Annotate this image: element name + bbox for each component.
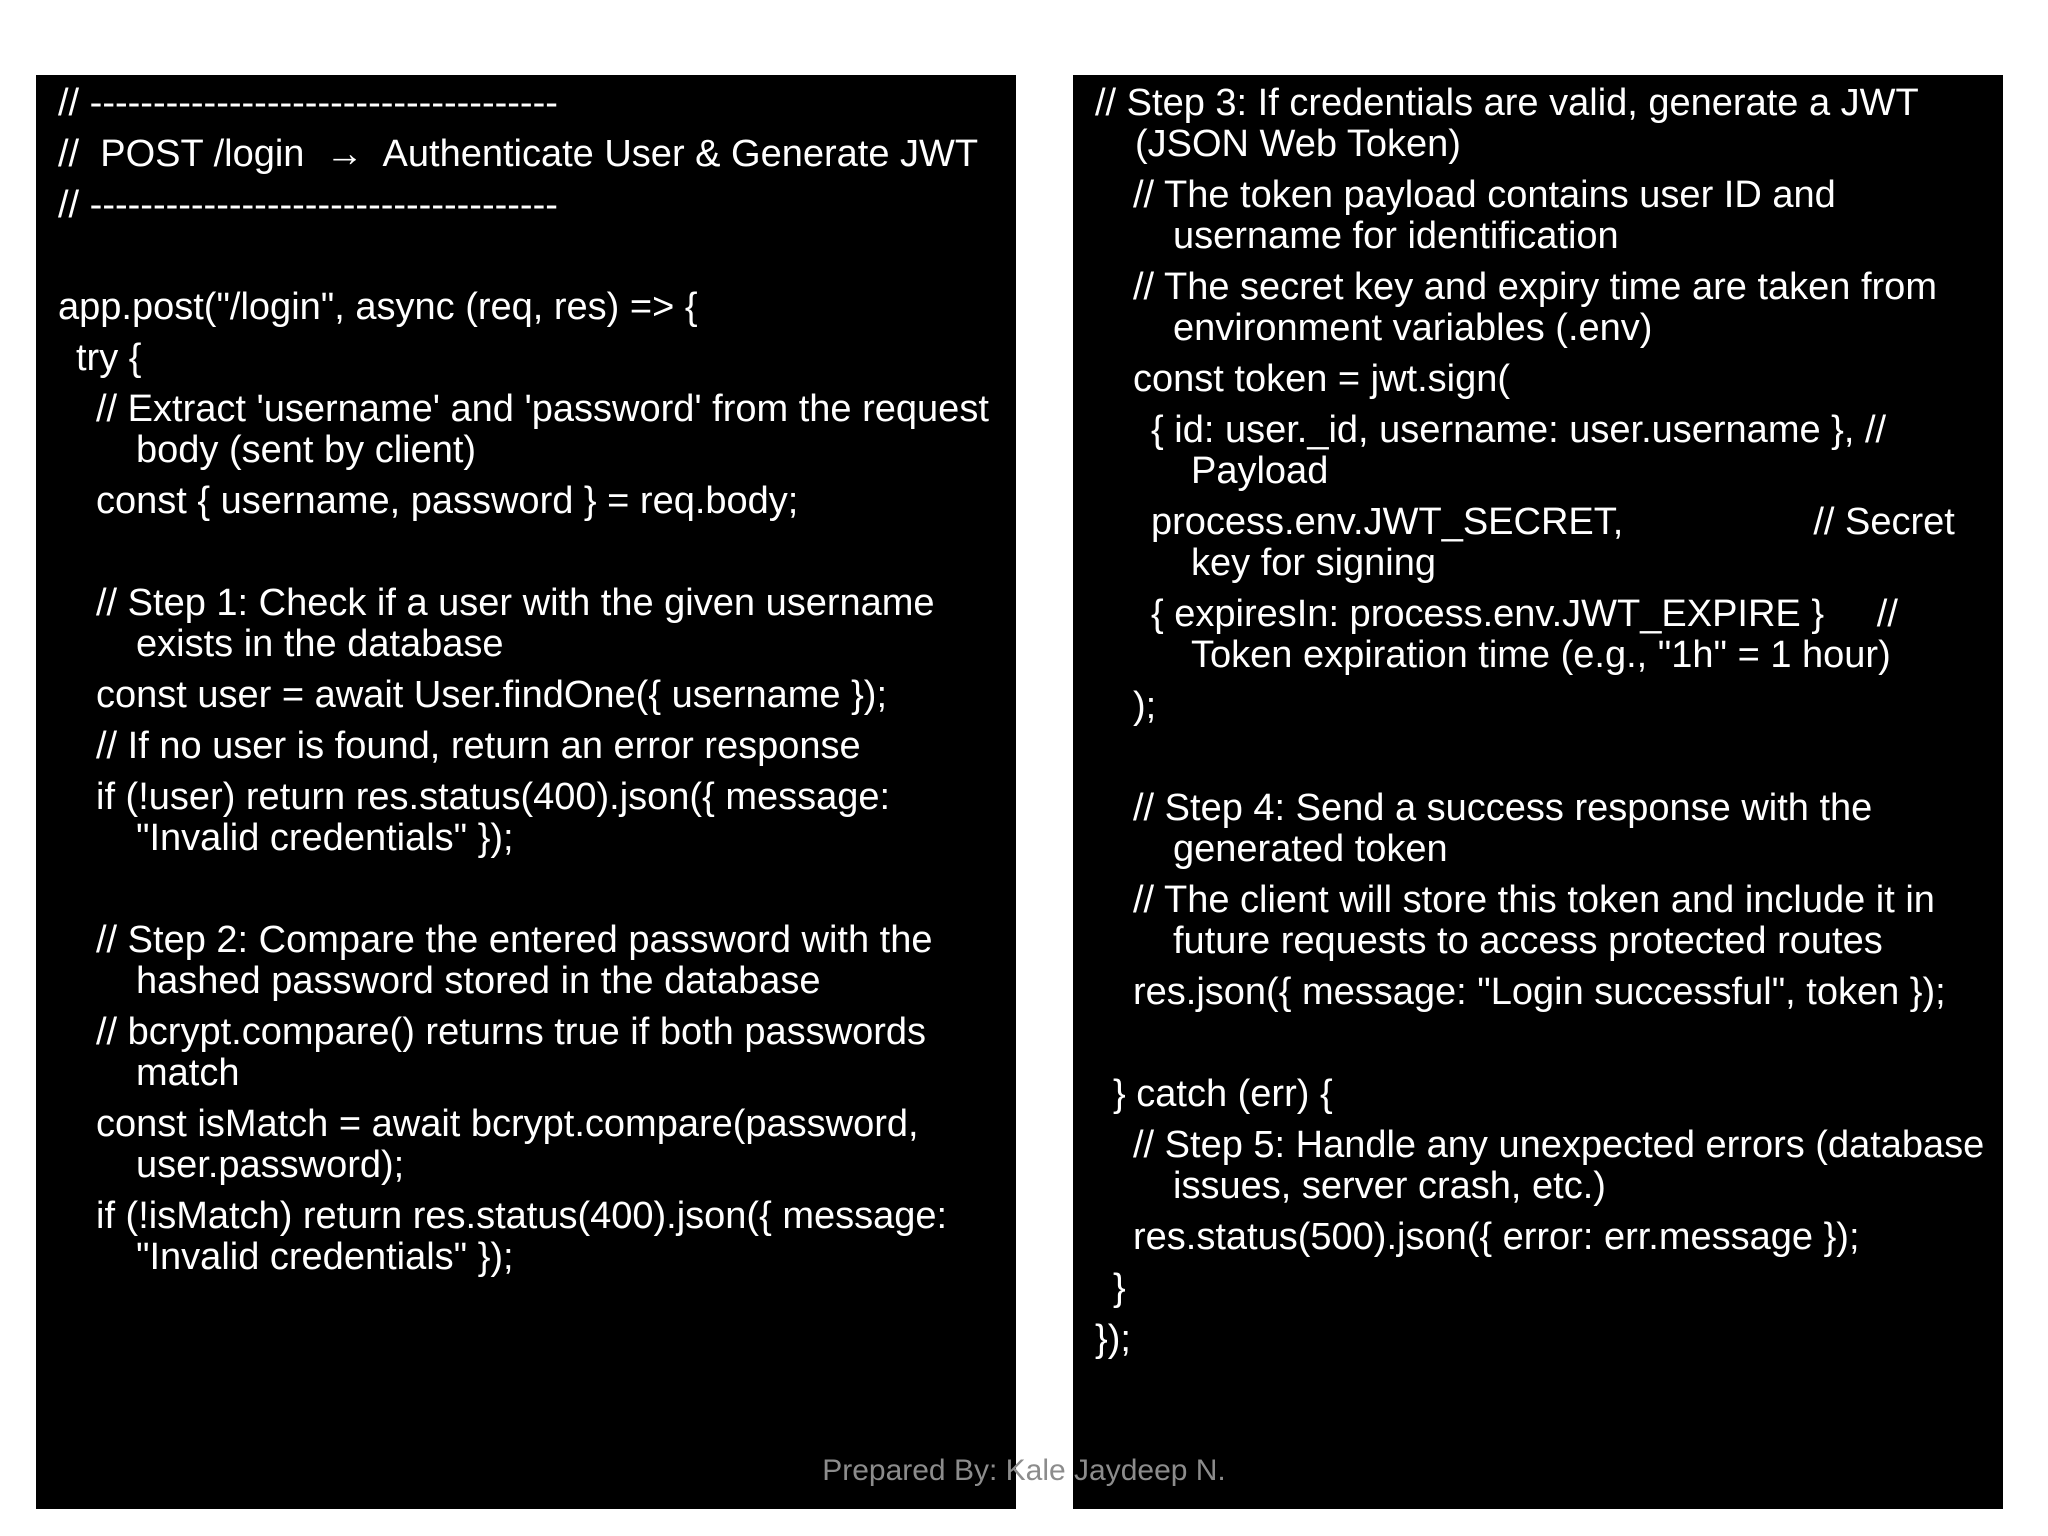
code-line: if (!isMatch) return res.status(400).json({ message: "Invalid credentials" }); <box>96 1195 958 1278</box>
code-line: res.status(500).json({ error: err.message }); <box>1133 1216 1860 1258</box>
code-line: } <box>1113 1267 1126 1309</box>
code-line: process.env.JWT_SECRET, // Secret key for signing <box>1151 501 1966 584</box>
code-line <box>58 532 1016 573</box>
code-line: }); <box>1095 1318 1131 1360</box>
code-line: const token = jwt.sign( <box>1133 358 1511 400</box>
code-line: } catch (err) { <box>1113 1073 1333 1115</box>
code-line: // Step 1: Check if a user with the given username exists in the database <box>96 582 946 665</box>
code-line: try { <box>76 337 142 379</box>
code-line: // ------------------------------------- <box>58 82 558 124</box>
code-block-left <box>58 83 1016 1278</box>
code-line: const isMatch = await bcrypt.compare(password, user.password); <box>96 1103 930 1186</box>
code-line: // Step 4: Send a success response with the generated token <box>1133 787 1883 870</box>
code-line: // If no user is found, return an error response <box>96 725 861 767</box>
code-line: app.post("/login", async (req, res) => { <box>58 286 698 328</box>
code-line: // The token payload contains user ID and username for identification <box>1133 174 1847 257</box>
code-line: // Step 2: Compare the entered password with the hashed password stored in the database <box>96 919 944 1002</box>
code-line <box>1095 737 2003 778</box>
code-line: ); <box>1133 685 1157 727</box>
code-line: if (!user) return res.status(400).json({ message: "Invalid credentials" }); <box>96 776 901 859</box>
code-line: // ------------------------------------- <box>58 184 558 226</box>
code-block-right <box>1095 83 2003 1360</box>
code-line: const { username, password } = req.body; <box>96 480 799 522</box>
code-line: // Step 5: Handle any unexpected errors (database issues, server crash, etc.) <box>1133 1124 1995 1207</box>
code-line <box>1095 1023 2003 1064</box>
code-line: const user = await User.findOne({ username }); <box>96 674 888 716</box>
code-line: // Extract 'username' and 'password' from the request body (sent by client) <box>96 388 1000 471</box>
code-panel-left <box>36 75 1016 1509</box>
code-panel-right <box>1073 75 2003 1509</box>
code-line: { id: user._id, username: user.username }, // Payload <box>1151 409 1897 492</box>
code-line: // POST /login → Authenticate User & Generate JWT <box>58 133 979 175</box>
code-line: { expiresIn: process.env.JWT_EXPIRE } // Token expiration time (e.g., "1h" = 1 hour) <box>1151 593 1908 676</box>
code-line: // bcrypt.compare() returns true if both passwords match <box>96 1011 937 1094</box>
code-line <box>58 236 1016 277</box>
code-line: res.json({ message: "Login successful", token }); <box>1133 971 1946 1013</box>
code-line: // The secret key and expiry time are taken from environment variables (.env) <box>1133 266 1948 349</box>
code-line <box>58 869 1016 910</box>
code-line: // The client will store this token and include it in future requests to access protected routes <box>1133 879 1946 962</box>
code-line: // Step 3: If credentials are valid, generate a JWT (JSON Web Token) <box>1095 82 1929 165</box>
footer-credit: Prepared By: Kale Jaydeep N. <box>822 1454 1226 1487</box>
